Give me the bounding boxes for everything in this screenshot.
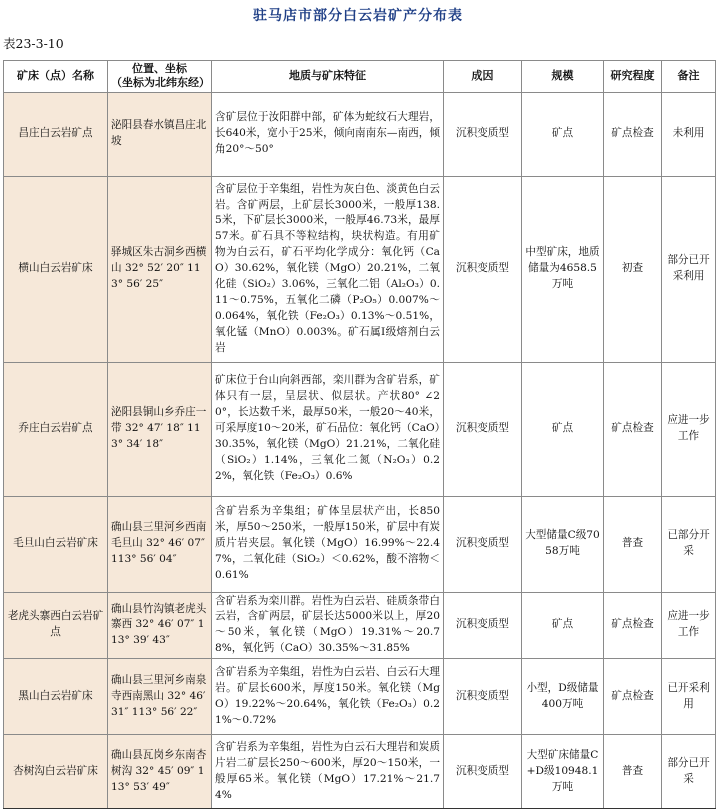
- deposit-notes: 已开采利用: [662, 659, 716, 735]
- deposit-scale: 矿点: [522, 362, 604, 496]
- table-row: [4, 592, 716, 659]
- page-title: 驻马店市部分白云岩矿产分布表: [253, 8, 463, 24]
- deposit-name: 毛旦山白云岩矿床: [4, 496, 108, 592]
- deposit-location: 泌阳县铜山乡乔庄一带 32° 47′ 18″ 113° 34′ 18″: [108, 362, 212, 496]
- deposit-scale: 大型储量C级7058万吨: [522, 496, 604, 592]
- deposit-name: 黑山白云岩矿床: [4, 659, 108, 735]
- deposit-origin: 沉积变质型: [444, 496, 522, 592]
- deposit-location: 驿城区朱古洞乡西横山 32° 52′ 20″ 113° 56′ 25″: [108, 176, 212, 362]
- table-row: [4, 735, 716, 809]
- deposit-features: 矿床位于台山向斜西部，栾川群为含矿岩系，矿体只有一层，呈层状、似层状。产状80° ∠20°，长达数千米，最厚50米，一般20～40米，可采厚度10～20米，矿石品位：氧化钙（CaO）30.35%，氧化镁（MgO）21.21%，二氧化硅（SiO₂）1.14%，三氧化二氮（N₂O₃）0.22%，氧化铁（Fe₂O₃）0.6%: [212, 362, 444, 496]
- deposit-features: 含矿岩系为辛集组；矿体呈层状产出，长850米，厚50～250米，一般厚150米，矿层中有炭质片岩夹层。氧化镁（MgO）16.99%～22.47%，二氧化硅（SiO₂）＜0.62%，酸不溶物＜0.61%: [212, 496, 444, 592]
- deposit-name: 横山白云岩矿床: [4, 176, 108, 362]
- deposit-origin: 沉积变质型: [444, 92, 522, 176]
- deposit-research: 矿点检查: [604, 92, 662, 176]
- deposit-notes: 已部分开采: [662, 496, 716, 592]
- deposit-name: 杏树沟白云岩矿床: [4, 735, 108, 809]
- deposit-scale: 矿点: [522, 92, 604, 176]
- deposit-origin: 沉积变质型: [444, 362, 522, 496]
- deposit-origin: 沉积变质型: [444, 592, 522, 659]
- deposit-scale: 小型，D级储量400万吨: [522, 659, 604, 735]
- header-scale: 规模: [522, 61, 604, 93]
- deposit-notes: 未利用: [662, 92, 716, 176]
- deposit-notes: 应进一步工作: [662, 592, 716, 659]
- deposit-name: 乔庄白云岩矿点: [4, 362, 108, 496]
- deposit-research: 初查: [604, 176, 662, 362]
- deposit-origin: 沉积变质型: [444, 659, 522, 735]
- header-features: 地质与矿床特征: [212, 61, 444, 93]
- deposit-location: 确山县竹沟镇老虎头寨西 32° 46′ 07″ 113° 39′ 43″: [108, 592, 212, 659]
- table-header-row: [4, 61, 716, 93]
- deposit-origin: 沉积变质型: [444, 735, 522, 809]
- deposit-origin: 沉积变质型: [444, 176, 522, 362]
- table-row: [4, 92, 716, 176]
- header-position-label: 位置、坐标: [132, 62, 187, 75]
- deposit-research: 普查: [604, 735, 662, 809]
- deposit-research: 矿点检查: [604, 592, 662, 659]
- deposit-features: 含矿岩系为辛集组，岩性为白云岩、白云石大理岩。矿层长600米，厚度150米。氧化镁（MgO）19.22%～20.64%，氧化铁（Fe₂O₃）0.21%～0.72%: [212, 659, 444, 735]
- header-position: [108, 61, 212, 93]
- deposit-notes: 应进一步工作: [662, 362, 716, 496]
- table-row: [4, 659, 716, 735]
- header-notes: 备注: [662, 61, 716, 93]
- deposit-research: 矿点检查: [604, 659, 662, 735]
- deposit-features: 含矿层位于辛集组，岩性为灰白色、淡黄色白云岩。含矿两层，上矿层长3000米，一般厚138.5米，下矿层长3000米，一般厚46.73米，最厚57米。矿石具不等粒结构，块状构造。有用矿物为白云石，矿石平均化学成分：氧化钙（CaO）30.62%，氧化镁（MgO）20.21%，二氧化硅（SiO₂）3.06%，三氧化二铝（Al₂O₃）0.11～0.75%，五氧化二磷（P₂O₅）0.007%～0.064%，氧化铁（Fe₂O₃）0.13%～0.51%，氧化锰（MnO）0.003%。矿石属Ⅰ级熔剂白云岩: [212, 176, 444, 362]
- deposit-scale: 矿点: [522, 592, 604, 659]
- deposit-location: 确山县三里河乡西南毛旦山 32° 46′ 07″ 113° 56′ 04″: [108, 496, 212, 592]
- deposit-features: 含矿岩系为栾川群。岩性为白云岩、硅质条带白云岩，含矿两层，矿层长达5000米以上，厚20～50米，氧化镁（MgO）19.31%～20.78%，氧化钙（CaO）30.35%～31.85%: [212, 592, 444, 659]
- header-research: 研究程度: [604, 61, 662, 93]
- deposit-table: [3, 60, 716, 809]
- deposit-name: 昌庄白云岩矿点: [4, 92, 108, 176]
- deposit-research: 普查: [604, 496, 662, 592]
- deposit-features: 含矿岩系为辛集组，岩性为白云石大理岩和炭质片岩二矿层长250～600米，厚20～150米，一般厚65米。氧化镁（MgO）17.21%～21.74%: [212, 735, 444, 809]
- table-row: [4, 176, 716, 362]
- table-number: 表23-3-10: [3, 36, 64, 51]
- deposit-location: 确山县瓦岗乡东南杏树沟 32° 45′ 09″ 113° 53′ 49″: [108, 735, 212, 809]
- deposit-name: 老虎头寨西白云岩矿点: [4, 592, 108, 659]
- deposit-notes: 部分已开采: [662, 735, 716, 809]
- deposit-features: 含矿层位于汝阳群中部，矿体为蛇纹石大理岩，长640米，宽小于25米，倾向南南东—南西，倾角20°～50°: [212, 92, 444, 176]
- header-position-sub: （坐标为北纬东经）: [111, 76, 210, 90]
- deposit-scale: 大型矿床储量C+D级10948.1万吨: [522, 735, 604, 809]
- deposit-location: 泌阳县春水镇昌庄北坡: [108, 92, 212, 176]
- deposit-notes: 部分已开采利用: [662, 176, 716, 362]
- table-row: [4, 362, 716, 496]
- table-row: [4, 496, 716, 592]
- header-origin: 成因: [444, 61, 522, 93]
- header-name: 矿床（点）名称: [4, 61, 108, 93]
- deposit-research: 矿点检查: [604, 362, 662, 496]
- deposit-location: 确山县三里河乡南泉寺西南黑山 32° 46′ 31″ 113° 56′ 22″: [108, 659, 212, 735]
- deposit-scale: 中型矿床，地质储量为4658.5万吨: [522, 176, 604, 362]
